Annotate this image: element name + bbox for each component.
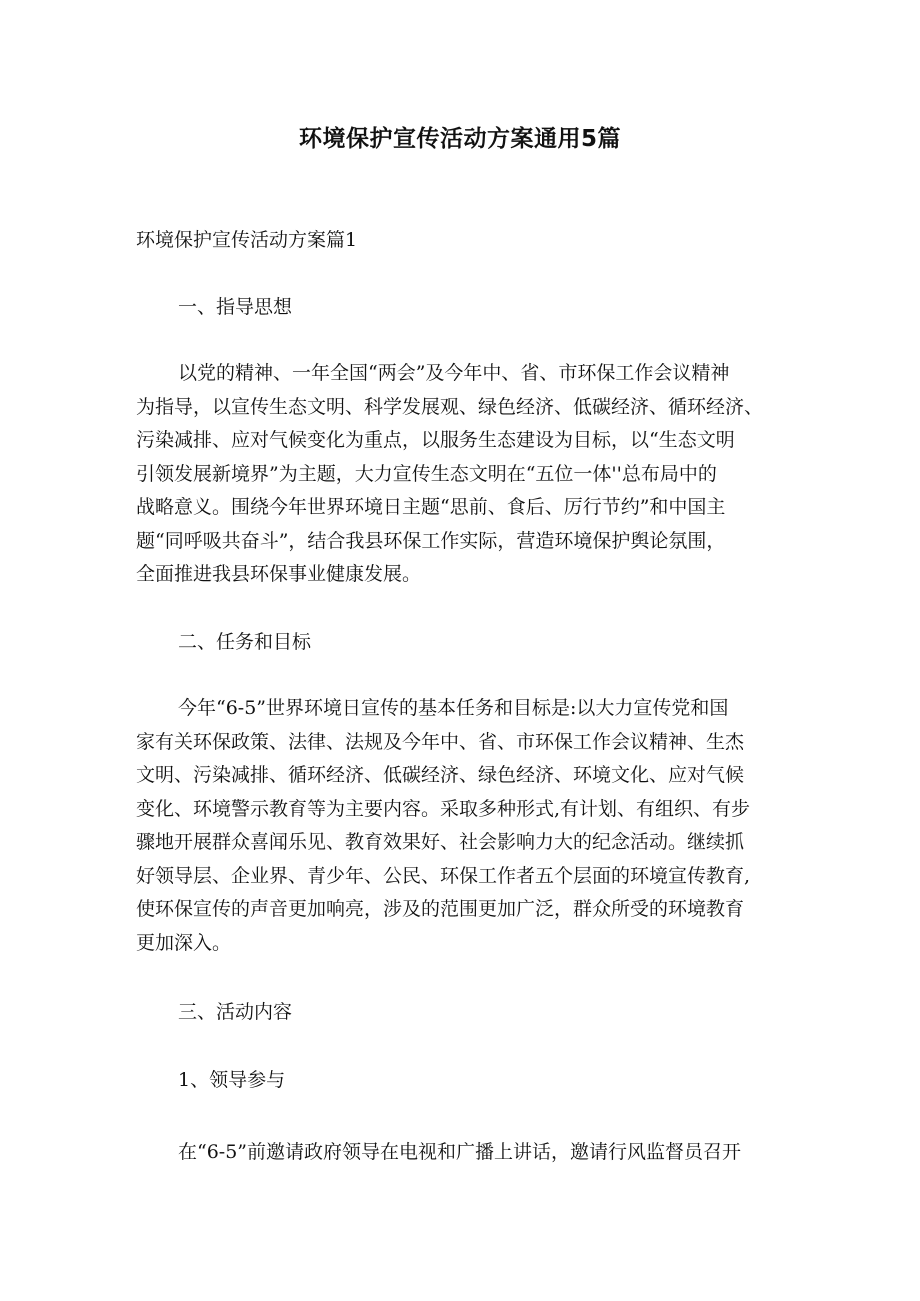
paragraph-line: 全面推进我县环保事业健康发展。 [136, 563, 422, 585]
paragraph-leadership-participation [136, 1136, 786, 1170]
heading-leadership-participation: 1、领导参与 [178, 1069, 286, 1091]
document-title: 环境保护宣传活动方案通用5篇 [298, 126, 621, 152]
heading-tasks-goals: 二、任务和目标 [178, 631, 312, 653]
paragraph-line: 好领导层、企业界、青少年、公民、环保工作者五个层面的环境宣传教育, [136, 864, 751, 887]
paragraph-tasks-goals [136, 692, 786, 960]
paragraph-line: 引领发展新境界”为主题，大力宣传生态文明在“五位一体''总布局中的 [136, 462, 717, 485]
paragraph-line: 为指导，以宣传生态文明、科学发展观、绿色经济、低碳经济、循环经济、 [136, 395, 764, 418]
heading-activity-content: 三、活动内容 [178, 1001, 293, 1023]
paragraph-line: 今年“6-5”世界环境日宣传的基本任务和目标是:以大力宣传党和国 [178, 697, 729, 719]
paragraph-line: 文明、污染减排、循环经济、低碳经济、绿色经济、环境文化、应对气候 [136, 764, 745, 786]
paragraph-line: 变化、环境警示教育等为主要内容。采取多种形式,有计划、有组织、有步 [136, 797, 751, 820]
paragraph-line: 在“6-5”前邀请政府领导在电视和广播上讲话，邀请行风监督员召开 [178, 1141, 742, 1163]
paragraph-line: 题“同呼吸共奋斗”，结合我县环保工作实际，营造环境保护舆论氛围， [136, 529, 726, 552]
heading-guiding-ideology: 一、指导思想 [178, 296, 293, 318]
paragraph-line: 更加深入。 [136, 931, 232, 954]
section-title: 环境保护宣传活动方案篇1 [136, 229, 358, 251]
paragraph-guiding-ideology [136, 357, 786, 592]
paragraph-line: 骤地开展群众喜闻乐见、教育效果好、社会影响力大的纪念活动。继续抓 [136, 831, 745, 853]
paragraph-line: 家有关环保政策、法律、法规及今年中、省、市环保工作会议精神、生杰 [136, 730, 745, 753]
paragraph-line: 使环保宣传的声音更加响亮，涉及的范围更加广泛，群众所受的环境教育 [136, 898, 745, 920]
paragraph-line: 以党的精神、一年全国“两会”及今年中、省、市环保工作会议精神 [178, 362, 730, 384]
paragraph-line: 污染减排、应对气候变化为重点，以服务生态建设为目标，以“生态文明 [136, 429, 735, 451]
paragraph-line: 战略意义。围绕今年世界环境日主题“思前、食后、厉行节约”和中国主 [136, 496, 726, 518]
